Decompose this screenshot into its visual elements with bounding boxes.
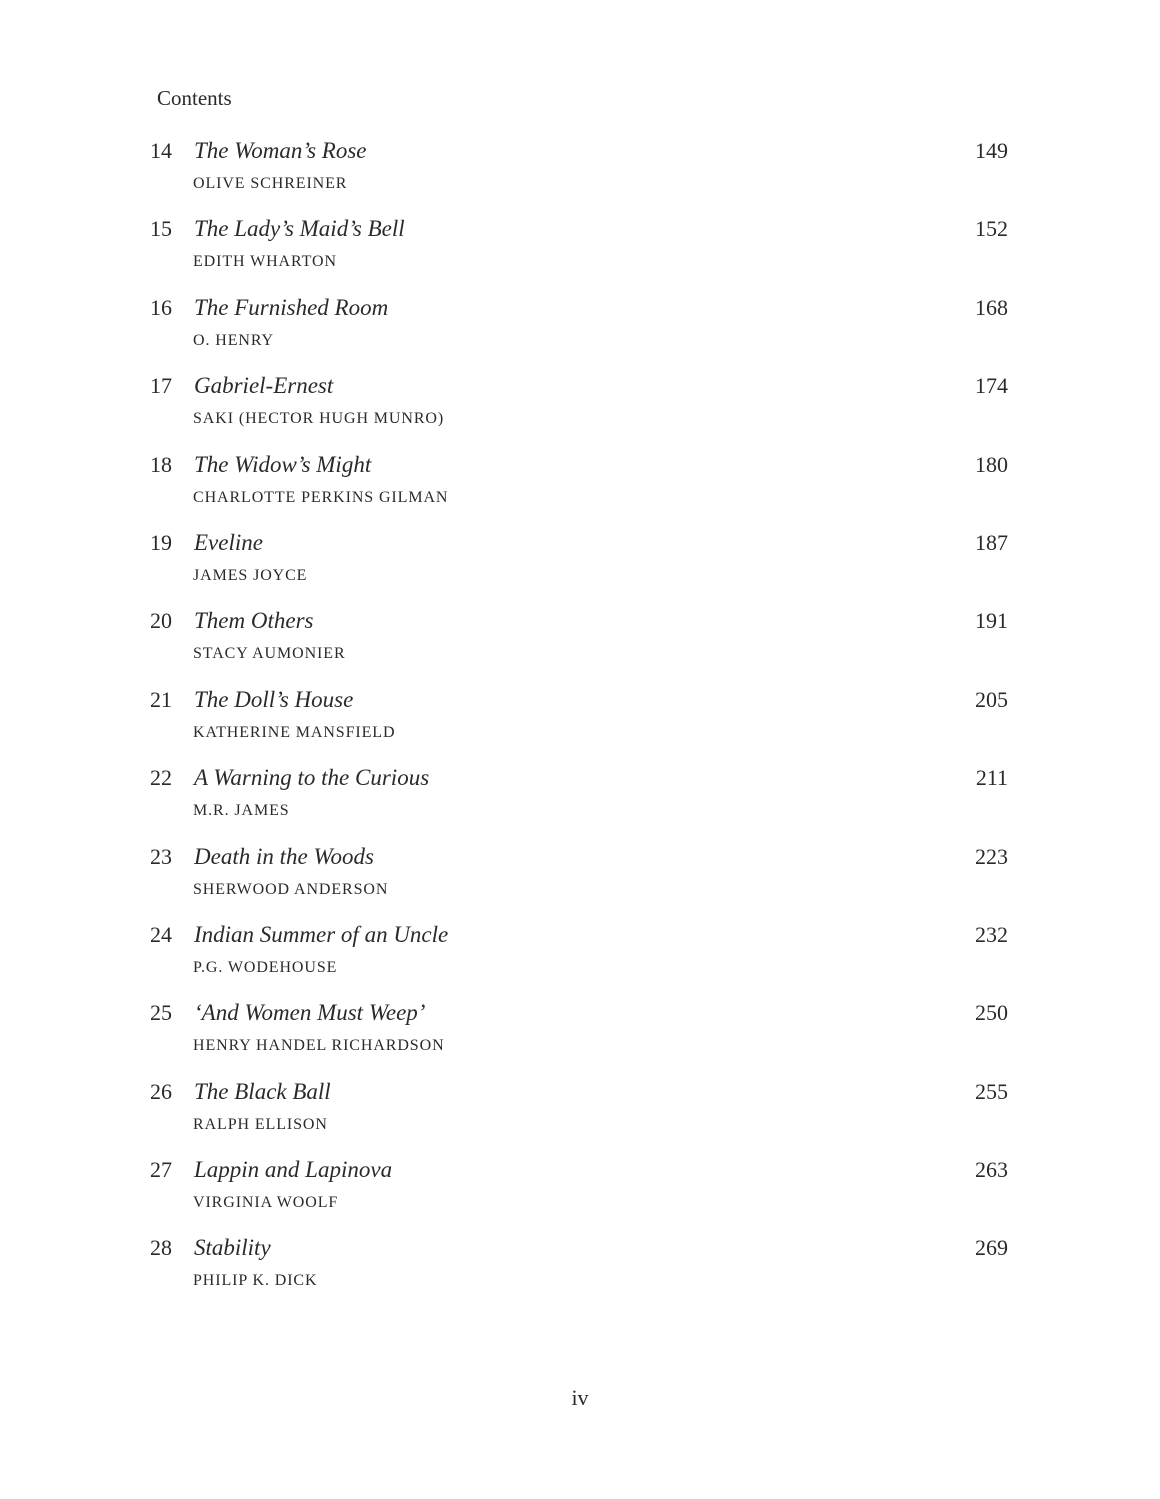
toc-entry <box>0 684 1160 762</box>
entry-page-number: 180 <box>975 451 1008 477</box>
entry-title: Lappin and Lapinova <box>194 1157 393 1183</box>
entry-number: 16 <box>150 294 172 320</box>
entry-page-number: 152 <box>975 216 1008 242</box>
entry-number: 28 <box>150 1235 172 1261</box>
toc-entry <box>0 919 1160 997</box>
entry-page-number: 250 <box>975 1000 1008 1026</box>
entry-author: STACY AUMONIER <box>193 645 346 663</box>
table-of-contents <box>0 135 1160 1311</box>
toc-entry <box>0 997 1160 1075</box>
entry-author: PHILIP K. DICK <box>193 1272 318 1290</box>
toc-entry <box>0 213 1160 291</box>
entry-number: 21 <box>150 686 172 712</box>
entry-author: KATHERINE MANSFIELD <box>193 723 396 741</box>
entry-title: Stability <box>194 1235 271 1261</box>
entry-page-number: 255 <box>975 1078 1008 1104</box>
page-folio: iv <box>571 1385 589 1410</box>
entry-author: VIRGINIA WOOLF <box>193 1194 339 1212</box>
entry-page-number: 187 <box>975 529 1008 555</box>
entry-author: SAKI (HECTOR HUGH MUNRO) <box>193 410 445 428</box>
entry-page-number: 223 <box>975 843 1008 869</box>
toc-entry <box>0 762 1160 840</box>
toc-entry <box>0 1232 1160 1310</box>
entry-number: 15 <box>150 216 172 242</box>
toc-entry <box>0 1076 1160 1154</box>
toc-entry <box>0 527 1160 605</box>
toc-entry <box>0 292 1160 370</box>
entry-page-number: 149 <box>975 138 1008 163</box>
toc-entry <box>0 449 1160 527</box>
entry-page-number: 168 <box>975 294 1008 320</box>
entry-title: The Woman’s Rose <box>194 138 367 163</box>
entry-number: 20 <box>150 608 172 634</box>
entry-page-number: 191 <box>975 608 1008 634</box>
toc-entry <box>0 370 1160 448</box>
entry-author: SHERWOOD ANDERSON <box>193 880 389 898</box>
toc-entry <box>0 1154 1160 1232</box>
entry-page-number: 205 <box>975 686 1008 712</box>
entry-author: M.R. JAMES <box>193 802 290 820</box>
entry-title: Gabriel-Ernest <box>194 373 334 399</box>
entry-number: 27 <box>150 1157 172 1183</box>
entry-title: Death in the Woods <box>194 843 374 869</box>
entry-number: 23 <box>150 843 172 869</box>
entry-author: P.G. WODEHOUSE <box>193 958 338 976</box>
entry-author: HENRY HANDEL RICHARDSON <box>193 1037 445 1055</box>
toc-entry <box>0 841 1160 919</box>
entry-author: OLIVE SCHREINER <box>193 175 348 192</box>
entry-number: 25 <box>150 1000 172 1026</box>
entry-number: 24 <box>150 921 172 947</box>
entry-title: Them Others <box>194 608 314 634</box>
entry-author: EDITH WHARTON <box>193 253 337 271</box>
entry-page-number: 269 <box>975 1235 1008 1261</box>
entry-page-number: 211 <box>975 765 1008 791</box>
entry-title: The Lady’s Maid’s Bell <box>194 216 405 242</box>
entry-title: Indian Summer of an Uncle <box>194 921 449 947</box>
entry-author: JAMES JOYCE <box>193 566 308 584</box>
entry-title: The Furnished Room <box>194 294 389 320</box>
entry-page-number: 174 <box>975 373 1008 399</box>
entry-title: The Widow’s Might <box>194 451 372 477</box>
entry-page-number: 263 <box>975 1157 1008 1183</box>
entry-author: RALPH ELLISON <box>193 1115 328 1133</box>
entry-page-number: 232 <box>975 921 1008 947</box>
toc-entry <box>0 135 1160 213</box>
entry-number: 22 <box>150 765 172 791</box>
toc-entry <box>0 605 1160 683</box>
entry-title: The Black Ball <box>194 1078 331 1104</box>
entry-title: Eveline <box>194 529 263 555</box>
entry-number: 17 <box>150 373 172 399</box>
entry-author: O. HENRY <box>193 331 274 349</box>
entry-author: CHARLOTTE PERKINS GILMAN <box>193 488 449 506</box>
entry-number: 26 <box>150 1078 172 1104</box>
entry-title: ‘And Women Must Weep’ <box>194 1000 426 1026</box>
entry-title: The Doll’s House <box>194 686 354 712</box>
entry-number: 14 <box>150 138 172 163</box>
entry-title: A Warning to the Curious <box>194 765 430 791</box>
entry-number: 19 <box>150 529 172 555</box>
running-head: Contents <box>157 86 232 110</box>
entry-number: 18 <box>150 451 172 477</box>
